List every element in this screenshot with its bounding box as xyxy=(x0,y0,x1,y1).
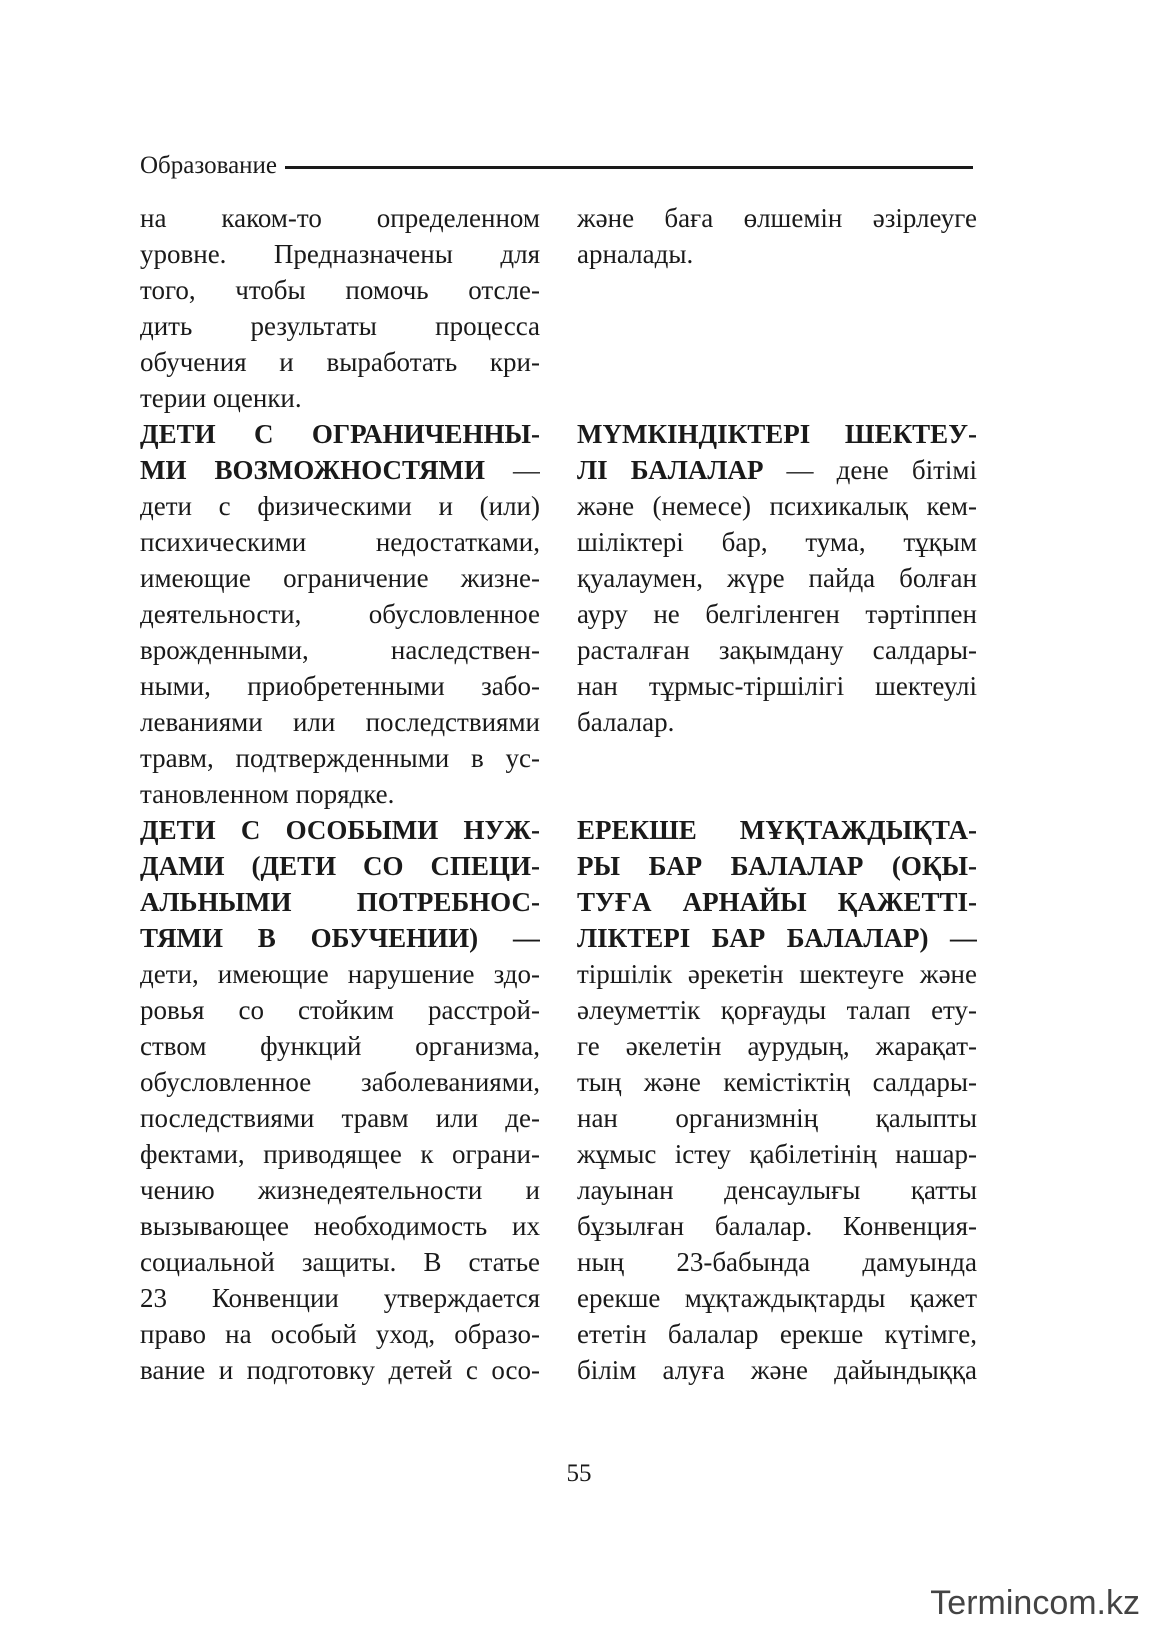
text-line: ауру не белгіленген тәртіппен xyxy=(577,599,977,629)
running-header xyxy=(140,146,973,186)
text-line: тановленном порядке. xyxy=(140,779,395,809)
text-line: на каком-то определенном xyxy=(140,203,540,233)
text-line: уровне. Предназначены для xyxy=(140,239,540,269)
text-line: арналады. xyxy=(577,239,694,269)
left-intro xyxy=(140,200,540,416)
text-line: дить результаты процесса xyxy=(140,311,540,341)
text-line: имеющие ограничение жизне- xyxy=(140,563,540,593)
entry-heading: МҮМКІНДІКТЕРІ ШЕКТЕУ- xyxy=(577,419,977,449)
left-entry-1 xyxy=(140,416,540,812)
right-column xyxy=(577,200,977,1388)
right-entry-1 xyxy=(577,416,977,812)
text-line: шіліктері бар, тума, тұқым xyxy=(577,527,977,557)
text-line: 23 Конвенции утверждается xyxy=(140,1283,540,1313)
text-line: дети, имеющие нарушение здо- xyxy=(140,959,540,989)
entry-heading: ТУҒА АРНАЙЫ ҚАЖЕТТІ- xyxy=(577,887,977,917)
text-line: право на особый уход, образо- xyxy=(140,1319,540,1349)
entry-dash: — xyxy=(485,455,540,485)
entry-heading: ТЯМИ В ОБУЧЕНИИ) — xyxy=(140,923,540,953)
text-line: того, чтобы помочь отсле- xyxy=(140,275,540,305)
entry-term: ЛІ БАЛАЛАР xyxy=(577,455,764,485)
entry-term: МИ ВОЗМОЖНОСТЯМИ xyxy=(140,455,486,485)
text-line: ның 23-бабында дамуында xyxy=(577,1247,977,1277)
watermark-text: Termincom.kz xyxy=(930,1584,1140,1622)
entry-heading xyxy=(577,452,977,488)
entry-heading: ДЕТИ С ОСОБЫМИ НУЖ- xyxy=(140,815,540,845)
text-line: леваниями или последствиями xyxy=(140,707,540,737)
watermark-logo xyxy=(930,1584,1140,1623)
entry-heading xyxy=(140,452,540,488)
text-line: білім алуға және дайындыққа xyxy=(577,1355,977,1385)
text-line: травм, подтвержденными в ус- xyxy=(140,743,540,773)
entry-heading: ДЕТИ С ОГРАНИЧЕННЫ- xyxy=(140,419,540,449)
text-line: последствиями травм или де- xyxy=(140,1103,540,1133)
text-line: фектами, приводящее к ограни- xyxy=(140,1139,540,1169)
text-line: терии оценки. xyxy=(140,383,302,413)
text-line: лауынан денсаулығы қатты xyxy=(577,1175,977,1205)
text-line: социальной защиты. В статье xyxy=(140,1247,540,1277)
text-line: ге әкелетін аурудың, жарақат- xyxy=(577,1031,977,1061)
page-number: 55 xyxy=(566,1460,592,1487)
entry-heading: ДАМИ (ДЕТИ СО СПЕЦИ- xyxy=(140,851,540,881)
text-line: нан организмнің қалыпты xyxy=(577,1103,977,1133)
entry-dash: — дене бітімі xyxy=(763,455,977,485)
text-line: тың және кемістіктің салдары- xyxy=(577,1067,977,1097)
left-entry-2 xyxy=(140,812,540,1388)
right-entry-2 xyxy=(577,812,977,1388)
left-column xyxy=(140,200,540,1388)
text-line: және (немесе) психикалық кем- xyxy=(577,491,977,521)
text-line: дети с физическими и (или) xyxy=(140,491,540,521)
text-line: врожденными, наследствен- xyxy=(140,635,540,665)
text-line: вание и подготовку детей с осо- xyxy=(140,1355,540,1385)
text-line: психическими недостатками, xyxy=(140,527,540,557)
text-line: жұмыс істеу қабілетінің нашар- xyxy=(577,1139,977,1169)
text-line: әлеуметтік қорғауды талап ету- xyxy=(577,995,977,1025)
entry-heading: ЕРЕКШЕ МҰҚТАЖДЫҚТА- xyxy=(577,815,977,845)
text-line: ством функций организма, xyxy=(140,1031,540,1061)
text-line: ерекше мұқтаждықтарды қажет xyxy=(577,1283,977,1313)
text-line: вызывающее необходимость их xyxy=(140,1211,540,1241)
text-line: расталған зақымдану салдары- xyxy=(577,635,977,665)
right-intro xyxy=(577,200,977,416)
text-line: қуалаумен, жүре пайда болған xyxy=(577,563,977,593)
text-line: ететін балалар ерекше күтімге, xyxy=(577,1319,977,1349)
text-line: және баға өлшемін әзірлеуге xyxy=(577,203,977,233)
entry-heading: ЛІКТЕРІ БАР БАЛАЛАР) — xyxy=(577,923,977,953)
text-line: чению жизнедеятельности и xyxy=(140,1175,540,1205)
text-line: ными, приобретенными забо- xyxy=(140,671,540,701)
entry-heading: АЛЬНЫМИ ПОТРЕБНОС- xyxy=(140,887,540,917)
text-line: нан тұрмыс-тіршілігі шектеулі xyxy=(577,671,977,701)
text-line: бұзылған балалар. Конвенция- xyxy=(577,1211,977,1241)
text-line: обусловленное заболеваниями, xyxy=(140,1067,540,1097)
text-line: балалар. xyxy=(577,707,675,737)
text-line: ровья со стойким расстрой- xyxy=(140,995,540,1025)
header-title: Образование xyxy=(140,152,278,179)
text-line: обучения и выработать кри- xyxy=(140,347,540,377)
text-line: тіршілік әрекетін шектеуге және xyxy=(577,959,977,989)
header-rule xyxy=(285,166,973,169)
entry-heading: РЫ БАР БАЛАЛАР (ОҚЫ- xyxy=(577,851,977,881)
text-line: деятельности, обусловленное xyxy=(140,599,540,629)
